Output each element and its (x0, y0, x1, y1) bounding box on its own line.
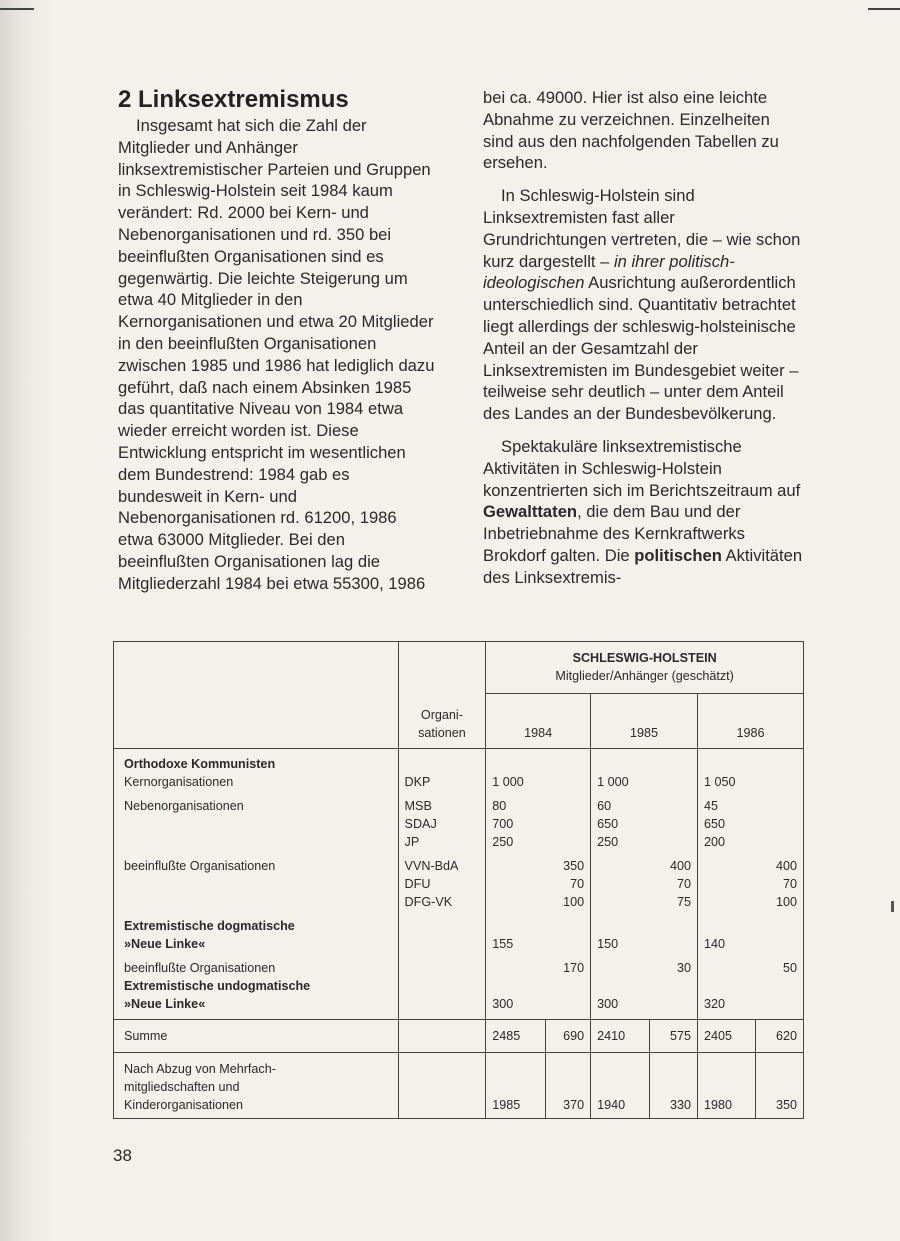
value-cell: 1 000 (591, 773, 650, 791)
section-heading: 2 Linksextremismus (118, 86, 349, 113)
org-column-header: Organi- sationen (398, 694, 486, 749)
table-header-row (114, 694, 804, 749)
table-row (114, 773, 804, 791)
value-cell: 60 650 250 (591, 791, 650, 851)
page-number: 38 (113, 1146, 132, 1165)
category-label: Extremistische dogmatische »Neue Linke« (114, 911, 399, 953)
body-paragraph: Insgesamt hat sich die Zahl der Mitglieder und Anhänger linksextremistischer Parteien und Gruppen in Schleswig-Holstein seit 1984 kaum verändert: Rd. 2000 bei Kern- und Nebenorganisationen und rd. 350 bei beeinflußten Organisationen sind es gegenwärtig. Die leichte Steigerung um etwa 40 Mitglieder in den Kernorganisationen und etwa 20 Mitglieder in den beeinflußten Organisationen zwischen 1985 und 1986 hat lediglich dazu geführt, daß nach einem Absinken 1985 das quantitative Niveau von 1984 etwa wieder erreicht worden ist. Diese Entwicklung entspricht im wesentlichen dem Bundestrend: 1984 gab es bundesweit in Kern- und Nebenorganisationen rd. 61200, 1986 etwa 63000 Mitglieder. Bei den beeinflußten Organisationen lag die Mitgliederzahl 1984 bei etwa 55300, 1986 (118, 116, 435, 593)
scan-edge-mark (0, 8, 34, 10)
value-cell: 140 (698, 911, 756, 953)
org-cell: DKP (398, 773, 486, 791)
row-label: beeinflußte Organisationen (114, 851, 399, 911)
value-cell: 575 (649, 1019, 697, 1052)
year-header: 1984 (486, 694, 591, 749)
value-cell: 50 (755, 953, 803, 977)
value-cell: 320 (698, 977, 756, 1020)
page-gutter-shadow (0, 0, 52, 1241)
value-cell: 2410 (591, 1019, 650, 1052)
body-paragraph: bei ca. 49000. Hier ist also eine leichte Abnahme zu verzeichnen. Einzelheiten sind aus den nachfolgenden Tabellen zu ersehen. (483, 88, 779, 173)
table-row (114, 791, 804, 851)
table-title: SCHLESWIG-HOLSTEIN (486, 642, 804, 668)
value-cell: 620 (755, 1019, 803, 1052)
value-cell: 150 (591, 911, 650, 953)
value-cell: 1940 (591, 1052, 650, 1118)
value-cell: 690 (546, 1019, 591, 1052)
value-cell: 300 (486, 977, 546, 1020)
value-cell: 170 (563, 960, 585, 975)
org-cell: VVN-BdA DFU DFG-VK (398, 851, 486, 911)
membership-table (113, 641, 804, 1119)
table-row (114, 953, 804, 977)
value-cell: 350 70 100 (563, 858, 585, 909)
value-cell: 1 000 (486, 773, 546, 791)
value-cell: 330 (649, 1052, 697, 1118)
scan-edge-mark (868, 8, 900, 10)
table-row (114, 851, 804, 911)
value-cell: 370 (546, 1052, 591, 1118)
value-cell: 300 (591, 977, 650, 1020)
row-label: Kernorganisationen (114, 773, 399, 791)
right-text-column (483, 87, 803, 589)
table-row (114, 748, 804, 773)
category-label: Extremistische undogmatische »Neue Linke« (114, 977, 399, 1020)
row-label: beeinflußte Organisationen (114, 953, 399, 977)
table-net-row (114, 1052, 804, 1118)
value-cell: 350 (755, 1052, 803, 1118)
body-paragraph: In Schleswig-Holstein sind Linksextremisten fast aller Grundrichtungen vertreten, die – wie schon kurz dargestellt – in ihrer politisch-ideologischen Ausrichtung außerordentlich unterschiedlich sind. Quantitativ betrachtet liegt allerdings der schleswig-holsteinische Anteil an der Gesamtzahl der Linksextremisten im Bundesgebiet weiter – teilweise sehr deutlich – unter dem Anteil des Landes an der Bundesbevölkerung. (483, 186, 801, 424)
row-label: Nebenorganisationen (114, 791, 399, 851)
year-header: 1985 (591, 694, 698, 749)
value-cell: 1 050 (698, 773, 756, 791)
table-header-row (114, 642, 804, 668)
row-label: Nach Abzug von Mehrfach- mitgliedschaften und Kinderorganisationen (114, 1052, 399, 1118)
value-cell: 1985 (486, 1052, 546, 1118)
value-cell: 155 (486, 911, 546, 953)
org-cell: MSB SDAJ JP (398, 791, 486, 851)
value-cell: 80 700 250 (486, 791, 546, 851)
value-cell: 400 70 100 (755, 851, 803, 911)
year-header: 1986 (698, 694, 804, 749)
body-paragraph: Spektakuläre linksextremistische Aktivitäten in Schleswig-Holstein konzentrierten sich im Berichtszeitraum auf Gewalttaten, die dem Bau und der Inbetriebnahme des Kernkraftwerks Brokdorf galten. Die politischen Aktivitäten des Linksextremis- (483, 436, 803, 587)
value-cell: 400 70 75 (670, 858, 692, 909)
scan-speck (891, 901, 894, 912)
table-subtitle: Mitglieder/Anhänger (geschätzt) (486, 667, 804, 694)
value-cell: 2485 (486, 1019, 546, 1052)
left-text-column (118, 115, 436, 595)
value-cell: 30 (677, 960, 692, 975)
table-row (114, 977, 804, 1020)
row-label: Summe (114, 1019, 399, 1052)
table-sum-row (114, 1019, 804, 1052)
value-cell: 1980 (698, 1052, 756, 1118)
value-cell: 2405 (698, 1019, 756, 1052)
value-cell: 45 650 200 (698, 791, 756, 851)
category-label: Orthodoxe Kommunisten (114, 748, 399, 773)
table-row (114, 911, 804, 953)
